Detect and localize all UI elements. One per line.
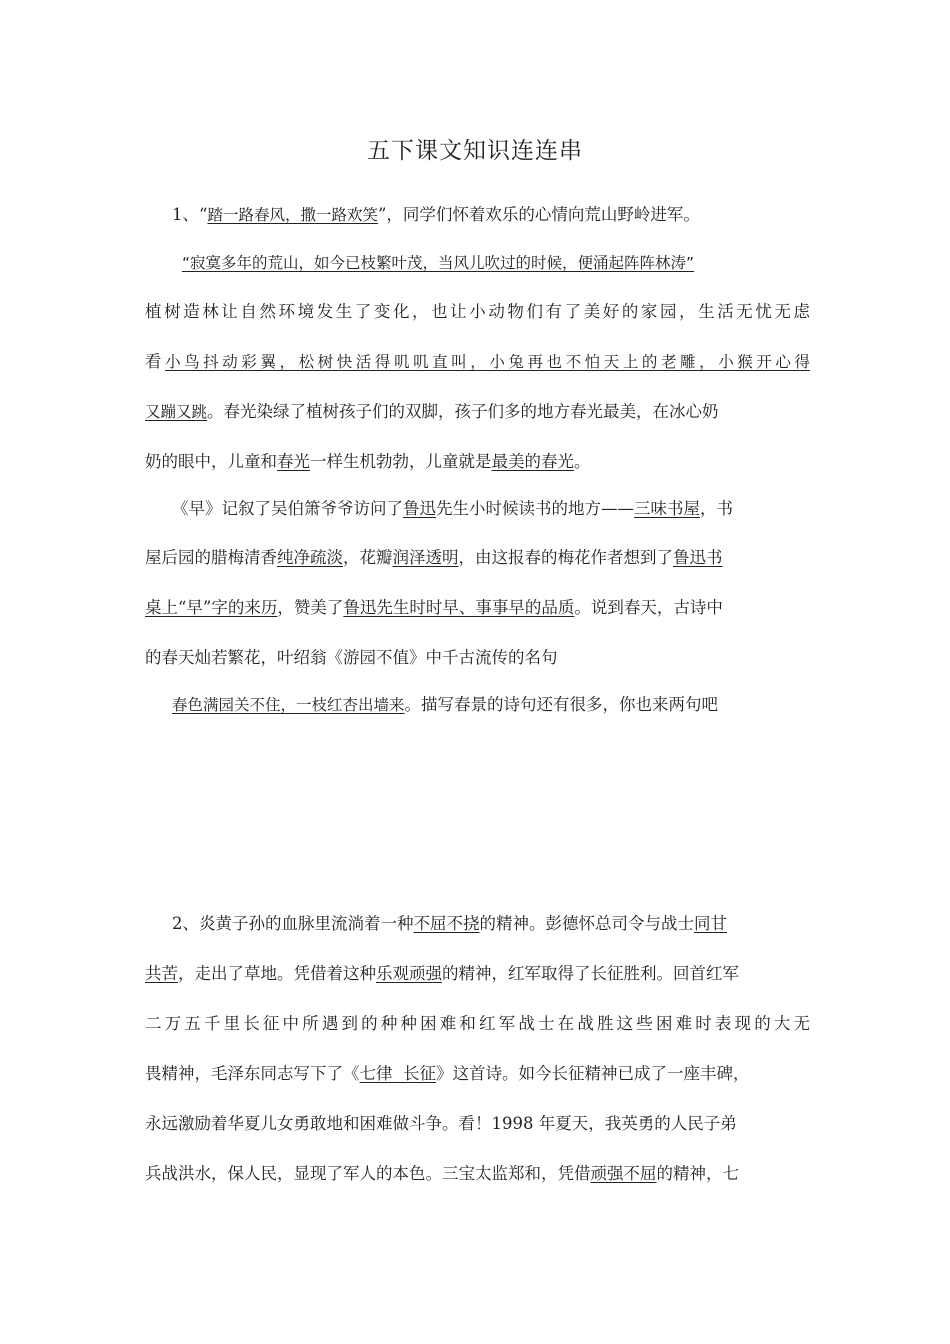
text: 奶的眼中，儿童和 (145, 452, 277, 471)
text: 。春光染绿了植树孩子们的双脚，孩子们多的地方春光最美，在冰心奶 (207, 402, 719, 421)
underlined-phrase: 润泽透明 (392, 548, 459, 567)
text: 。描写春景的诗句还有很多，你也来两句吧 (404, 695, 719, 714)
text: 的精神。彭德怀总司令与战士 (479, 914, 694, 933)
s1-line-5 (145, 400, 810, 424)
underlined-phrase: 三味书屋 (634, 499, 700, 518)
s1-line-6 (145, 450, 810, 474)
text: ”，同学们怀着欢乐的心情向荒山野岭进军。 (377, 205, 700, 224)
underlined-phrase: 最美的春光 (491, 452, 574, 471)
text: ，走出了草地。凭借着这种 (178, 964, 376, 983)
s2-line-2 (145, 962, 810, 986)
text: ，书 (700, 499, 733, 518)
underlined-phrase: 鲁迅 (403, 499, 436, 518)
underlined-phrase: 乐观顽强 (376, 964, 442, 983)
s1-line-11 (172, 693, 810, 717)
text: 畏精神，毛泽东同志写下了《 (145, 1064, 360, 1083)
text: 先生小时候读书的地方—— (436, 499, 634, 518)
underlined-phrase: 踏一路春风，撒一路欢笑 (207, 206, 378, 224)
s2-line-5: 永远激励着华夏儿女勇敢地和困难做斗争。看！1998 年夏天，我英勇的人民子弟 (145, 1114, 737, 1133)
underlined-phrase: 春光 (277, 452, 310, 471)
s1-line-7 (172, 497, 810, 521)
text: 1、“ (172, 205, 208, 224)
text: 一样生机勃勃，儿童就是 (310, 452, 492, 471)
s1-line-8 (145, 546, 810, 570)
underlined-phrase: 顽强不屈 (590, 1164, 657, 1183)
text: 的精神，红军取得了长征胜利。回首红军 (442, 964, 739, 983)
text: ，由这报春的梅花作者想到了 (458, 548, 673, 567)
text: 》这首诗。如今长征精神已成了一座丰碑， (436, 1064, 750, 1083)
s1-line-9 (145, 596, 810, 620)
underlined-phrase: 不屈不挠 (413, 914, 480, 933)
s1-line-2 (182, 251, 810, 275)
underlined-phrase: 桌上“早”字的来历 (145, 598, 278, 617)
underlined-quote: “寂寞多年的荒山，如今已枝繁叶茂，当风儿吹过的时候，便涌起阵阵林涛” (182, 254, 695, 272)
underlined-phrase: 同甘 (694, 914, 727, 933)
page-title: 五下课文知识连连串 (367, 138, 583, 164)
underlined-phrase: 共苦 (145, 964, 178, 983)
text: 的精神，七 (656, 1164, 739, 1183)
underlined-phrase: 七律 长征 (359, 1064, 436, 1083)
underlined-phrase: 又蹦又跳 (145, 403, 208, 421)
text: 看 (145, 352, 166, 371)
text: 。 (574, 452, 591, 471)
s1-line-10: 的春天灿若繁花，叶绍翁《游园不值》中千古流传的名句 (145, 648, 558, 667)
s1-line-3: 植树造林让自然环境发生了变化，也让小动物们有了美好的家园，生活无忧无虑 (145, 302, 810, 321)
text: 屋后园的腊梅清香 (145, 548, 277, 567)
text: 《早》记叙了吴伯箫爷爷访问了 (172, 499, 403, 518)
s1-line-1 (172, 203, 810, 227)
underlined-phrase: 鲁迅先生时时早、事事早的品质 (343, 598, 575, 617)
underlined-phrase: 纯净疏淡 (277, 548, 343, 567)
text: 2、炎黄子孙的血脉里流淌着一种 (172, 914, 414, 933)
s2-line-4 (145, 1062, 810, 1086)
text: ，赞美了 (277, 598, 344, 617)
text: 兵战洪水，保人民，显现了军人的本色。三宝太监郑和，凭借 (145, 1164, 591, 1183)
text: ，花瓣 (343, 548, 393, 567)
underlined-poem: 春色满园关不住，一枝红杏出墙来 (172, 696, 405, 714)
s2-line-6 (145, 1162, 810, 1186)
underlined-phrase: 鲁迅书 (673, 548, 723, 567)
underlined-phrase: 小鸟抖动彩翼，松树快活得叽叽直叫，小兔再也不怕天上的老雕，小猴开心得 (165, 353, 810, 371)
s1-line-4 (145, 350, 810, 374)
text: 。说到春天，古诗中 (574, 598, 723, 617)
s2-line-3: 二万五千里长征中所遇到的种种困难和红军战士在战胜这些困难时表现的大无 (145, 1014, 810, 1033)
s2-line-1 (172, 912, 810, 936)
